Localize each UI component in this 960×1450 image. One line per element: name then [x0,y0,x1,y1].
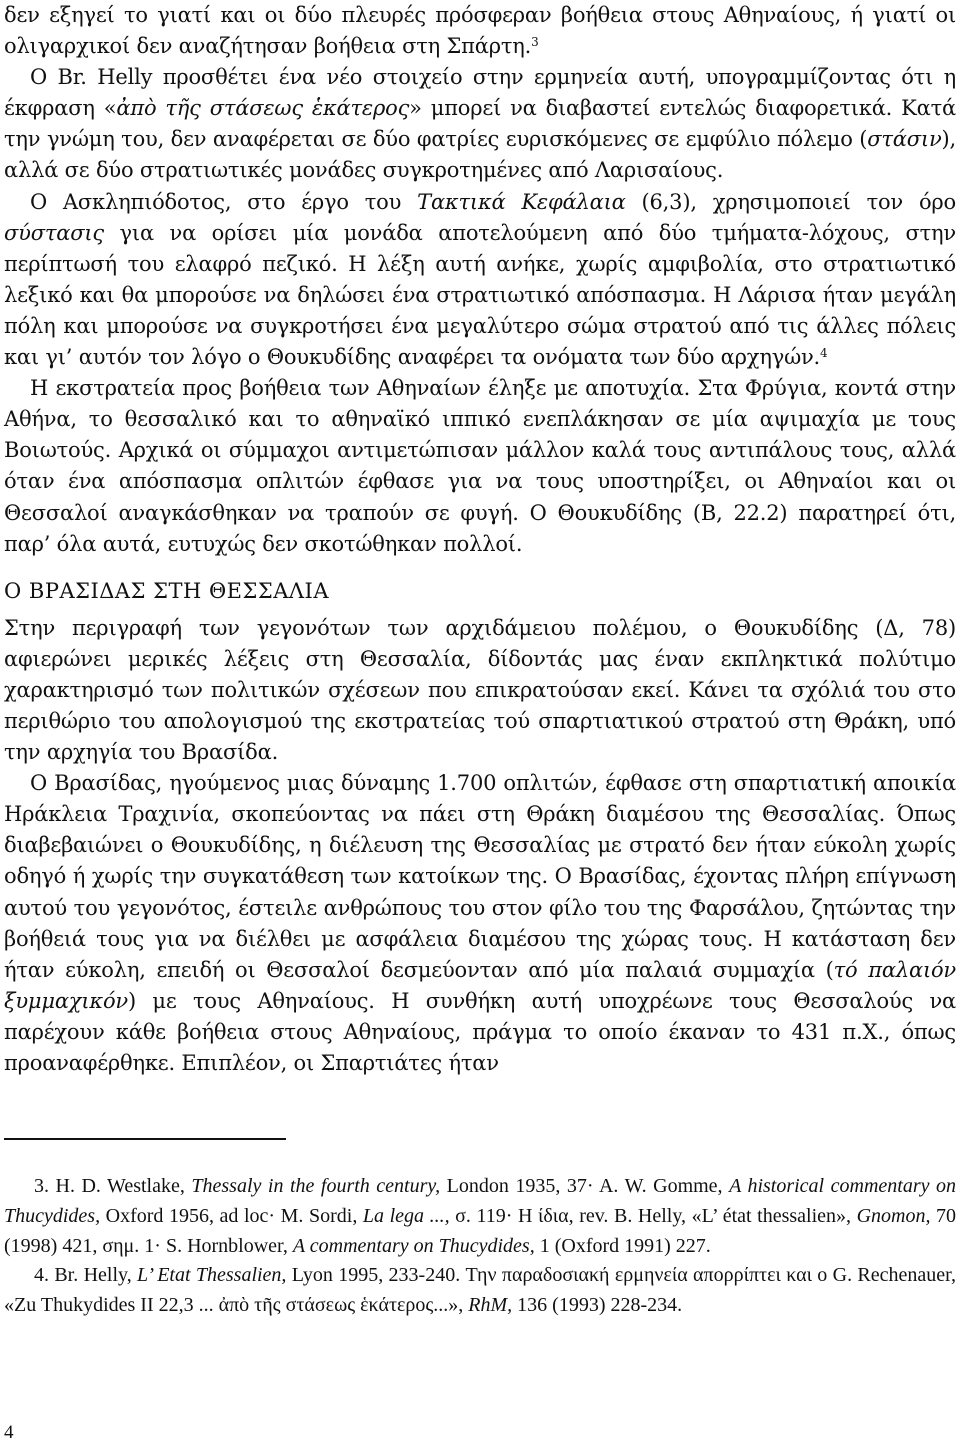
term-stasin: στάσιν [867,127,942,152]
greek-quote: ἀπὸ τῆς στάσεως ἑκάτερος [116,96,410,121]
footnote-text: σ. 119· Η ίδια, rev. B. Helly, «L’ état thessalien», [449,1204,857,1227]
citation-title: Thessaly in the fourth century, [191,1175,441,1197]
body-text [4,0,956,1079]
footnote-text: 1 (Oxford 1991) 227. [534,1234,711,1257]
citation-title: A historical commentary on Thucydides, [4,1175,956,1227]
paragraph-2-text: Ο Br. Helly προσθέτει ένα νέο στοιχείο στην ερμηνεία αυτή, υπογραμμίζοντας ότι η έκφραση « [4,65,956,121]
citation-title: RhM, [468,1294,513,1317]
section-heading: Ο ΒΡΑΣΙΔΑΣ ΣΤΗ ΘΕΣΣΑΛΙΑ [4,578,329,603]
footnote-text: 136 (1993) 228-234. [512,1294,683,1317]
citation-title: Gnomon, [856,1204,931,1227]
paragraph-3-text: Ο Ασκληπιόδοτος, στο έργο του [30,189,418,214]
citation-title: A commentary on Thucydides, [292,1234,535,1257]
citation-title: L’ Etat Thessalien, [137,1264,287,1287]
paragraph-5: Στην περιγραφή των γεγονότων των αρχιδάμειου πολέμου, ο Θουκυδίδης (Δ, 78) αφιερώνει μερικές λέξεις στη Θεσσαλία, δίδοντάς μας έναν εκπληκτικά πολύτιμο χαρακτηρισμό των πολιτικών σχέσεων που επικρατούσαν εκεί. Κάνει τα σχόλιά του στο περιθώριο του απολογισμού της εκστρατείας τού σπαρτιατικού στρατού στη Θράκη, υπό την αρχηγία του Βρασίδα. [4,615,956,765]
work-title: Τακτικά Κεφάλαια [417,189,626,214]
footnote-text: 4. Br. Helly, [34,1264,138,1287]
paragraph-1-text: δεν εξηγεί το γιατί και οι δύο πλευρές πρόσφεραν βοήθεια στους Αθηναίους, ή γιατί οι ολιγαρχικοί δεν αναζήτησαν βοήθεια στη Σπάρτη. [4,3,956,59]
page-number: 4 [4,1422,14,1443]
term-systasis: σύστασις [4,220,104,245]
footnote-separator [4,1138,286,1140]
footnote-text: Oxford 1956, ad loc· M. Sordi, [100,1204,363,1227]
footnote-3 [4,1172,956,1261]
footnote-4 [4,1261,956,1321]
paragraph-2 [4,62,956,186]
paragraph-6-text: Ο Βρασίδας, ηγούμενος μιας δύναμης 1.700 οπλιτών, έφθασε στη σπαρτιατική αποικία Ηράκλεια Τραχινία, σκοπεύοντας να πάει στη Θράκη διαμέσου της Θεσσαλίας. Όπως διαβεβαιώνει ο Θουκυδίδης, η διέλευση της Θεσσαλίας με στρατό δεν ήταν εύκολη χωρίς οδηγό ή χωρίς την συγκατάθεση των κατοίκων της. Ο Βρασίδας, έχοντας πλήρη επίγνωση αυτού του γεγονότος, έστειλε ανθρώπους του στον φίλο του της Φαρσάλου, ζητώντας την βοήθειά τους για να διέλθει με ασφάλεια διαμέσου της χώρας τους. Η κατάσταση δεν ήταν εύκολη, επειδή οι Θεσσαλοί δεσμεύονταν από μία παλαιά συμμαχία ( [4,771,956,982]
footnote-text: London 1935, 37· A. W. Gomme, [440,1175,730,1197]
paragraph-3-text: για να ορίσει μία μονάδα αποτελούμενη από δύο τμήματα-λόχους, στην περίπτωσή του ελαφρό πεζικό. Η λέξη αυτή ανήκε, χωρίς αμφιβολία, στο στρατιωτικό λεξικό και θα μπορούσε να δηλώσει ένα στρατιωτικό απόσπασμα. Η Λάρισα ήταν μεγάλη πόλη και μπορούσε να συγκροτήσει ένα μεγαλύτερο σώμα στρατού από τις άλλες πόλεις και γι’ αυτόν τον λόγο ο Θουκυδίδης αναφέρει τα ονόματα των δύο αρχηγών. [4,220,956,370]
footnotes [4,1172,956,1321]
footnote-ref-4[interactable]: 4 [820,346,828,361]
paragraph-3-text: (6,3), χρησιμοποιεί τον όρο [625,189,956,214]
paragraph-2-text: ), αλλά σε δύο στρατιωτικές μονάδες συγκροτημένες από Λαρισαίους. [4,127,956,183]
footnote-text: Lyon 1995, 233-240. Την παραδοσιακή ερμηνεία απορρίπτει και ο G. Rechenauer, «Zu Thukydides II 22,3 ... ἀπὸ τῆς στάσεως ἑκάτερος...», [4,1264,957,1317]
footnote-text: 3. H. D. Westlake, [34,1175,192,1197]
paragraph-4: Η εκστρατεία προς βοήθεια των Αθηναίων έληξε με αποτυχία. Στα Φρύγια, κοντά στην Αθήνα, το θεσσαλικό και το αθηναϊκό ιππικό ενεπλάκησαν σε μία αψιμαχία με τους Βοιωτούς. Αρχικά οι σύμμαχοι αντιμετώπισαν μάλλον καλά τους αντιπάλους τους, αλλά όταν ένα απόσπασμα οπλιτών έφθασε για να τους υποστηρίξει, οι Αθηναίοι και οι Θεσσαλοί αναγκάσθηκαν να τραπούν σε φυγή. Ο Θουκυδίδης (Β, 22.2) παρατηρεί ότι, παρ’ όλα αυτά, ευτυχώς δεν σκοτώθηκαν πολλοί. [4,376,956,556]
paragraph-3 [4,187,956,374]
page [4,0,956,1079]
paragraph-6-text: ) με τους Αθηναίους. Η συνθήκη αυτή υποχρέωνε τους Θεσσαλούς να παρέχουν κάθε βοήθεια στους Αθηναίους, πράγμα το οποίο έκαναν το 431 π.Χ., όπως προαναφέρθηκε. Επιπλέον, οι Σπαρτιάτες ήταν [4,988,956,1075]
paragraph-1 [4,0,956,62]
paragraph-2-text: » μπορεί να διαβαστεί εντελώς διαφορετικά. Κατά την γνώμη του, δεν αναφέρεται σε δύο φατρίες ευρισκόμενες σε εμφύλιο πόλεμο ( [4,96,956,152]
greek-phrase: τό παλαιόν ξυμμαχικόν [4,957,956,1013]
footnote-ref-3[interactable]: 3 [531,35,539,50]
footnote-text: 70 (1998) 421, σημ. 1· S. Hornblower, [4,1204,957,1257]
citation-title: La lega ..., [362,1204,450,1227]
paragraph-6 [4,768,956,1079]
